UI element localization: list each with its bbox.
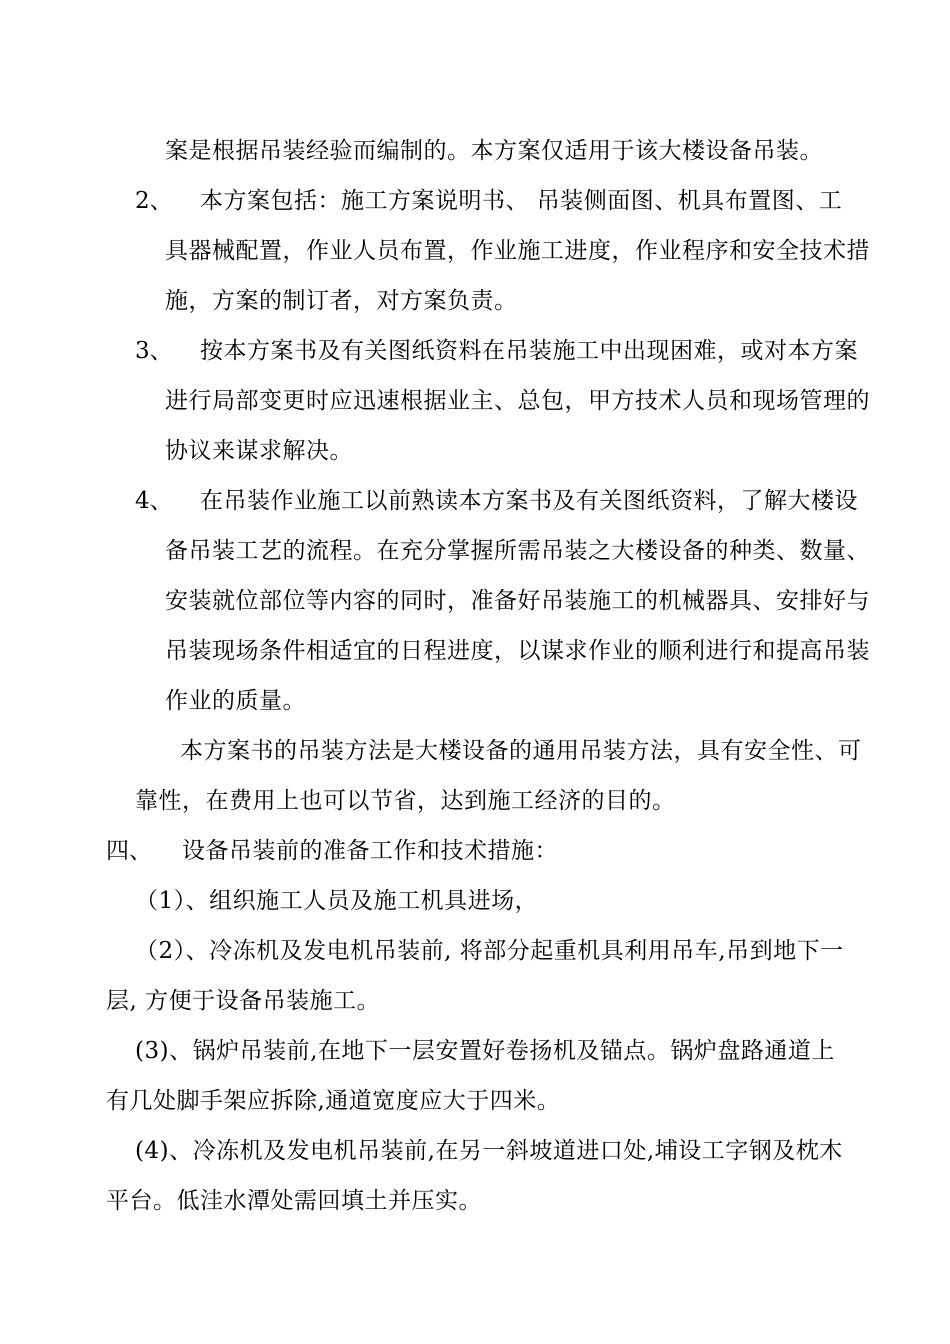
subitem-3-line-2: 有几处脚手架应拆除,通道宽度应大于四米。 [106,1088,561,1114]
item-4-number: 4、 [135,488,173,514]
item-4-line-5: 作业的质量。 [165,688,306,714]
subitem-4-line-1: (4)、冷冻机及发电机吊装前,在另一斜坡道进口处,埔设工字钢及枕木 [135,1138,843,1164]
item-2-number: 2、 [135,188,173,214]
item-3-line-3: 协议来谋求解决。 [165,438,353,464]
item-4-line-4: 吊装现场条件相适宜的日程进度，以谋求作业的顺利进行和提高吊装 [165,638,870,664]
item-3-line-2: 进行局部变更时应迅速根据业主、总包，甲方技术人员和现场管理的 [165,388,870,414]
item-4-line-3: 安装就位部位等内容的同时，准备好吊装施工的机械器具、安排好与 [165,588,870,614]
item-4-line-2: 备吊装工艺的流程。在充分掌握所需吊装之大楼设备的种类、数量、 [165,538,870,564]
subitem-4-line-2: 平台。低洼水潭处需回填土并压实。 [106,1188,482,1214]
subitem-2-line-1: （2）、冷冻机及发电机吊装前, 将部分起重机具利用吊车,吊到地下一 [135,938,844,964]
summary-line-1: 本方案书的吊装方法是大楼设备的通用吊装方法，具有安全性、可 [180,738,862,764]
section-4-number: 四、 [106,838,152,864]
item-2-line-1: 本方案包括：施工方案说明书、 吊装侧面图、机具布置图、工 [200,188,843,214]
item-3-number: 3、 [135,338,173,364]
section-4-title: 设备吊装前的准备工作和技术措施： [182,838,558,864]
subitem-1-line-1: （1）、组织施工人员及施工机具进场， [135,888,539,914]
item-3-line-1: 按本方案书及有关图纸资料在吊装施工中出现困难，或对本方案 [200,338,858,364]
summary-line-2: 靠性，在费用上也可以节省，达到施工经济的目的。 [135,788,676,814]
subitem-2-line-2: 层, 方便于设备吊装施工。 [106,988,381,1014]
subitem-3-line-1: (3)、锅炉吊装前,在地下一层安置好卷扬机及锚点。锅炉盘路通道上 [135,1038,835,1064]
intro-tail-line: 案是根据吊装经验而编制的。本方案仅适用于该大楼设备吊装。 [165,138,823,164]
item-4-line-1: 在吊装作业施工以前熟读本方案书及有关图纸资料，了解大楼设 [200,488,858,514]
item-2-line-3: 施，方案的制订者，对方案负责。 [165,288,518,314]
item-2-line-2: 具器械配置，作业人员布置，作业施工进度，作业程序和安全技术措 [165,238,870,264]
